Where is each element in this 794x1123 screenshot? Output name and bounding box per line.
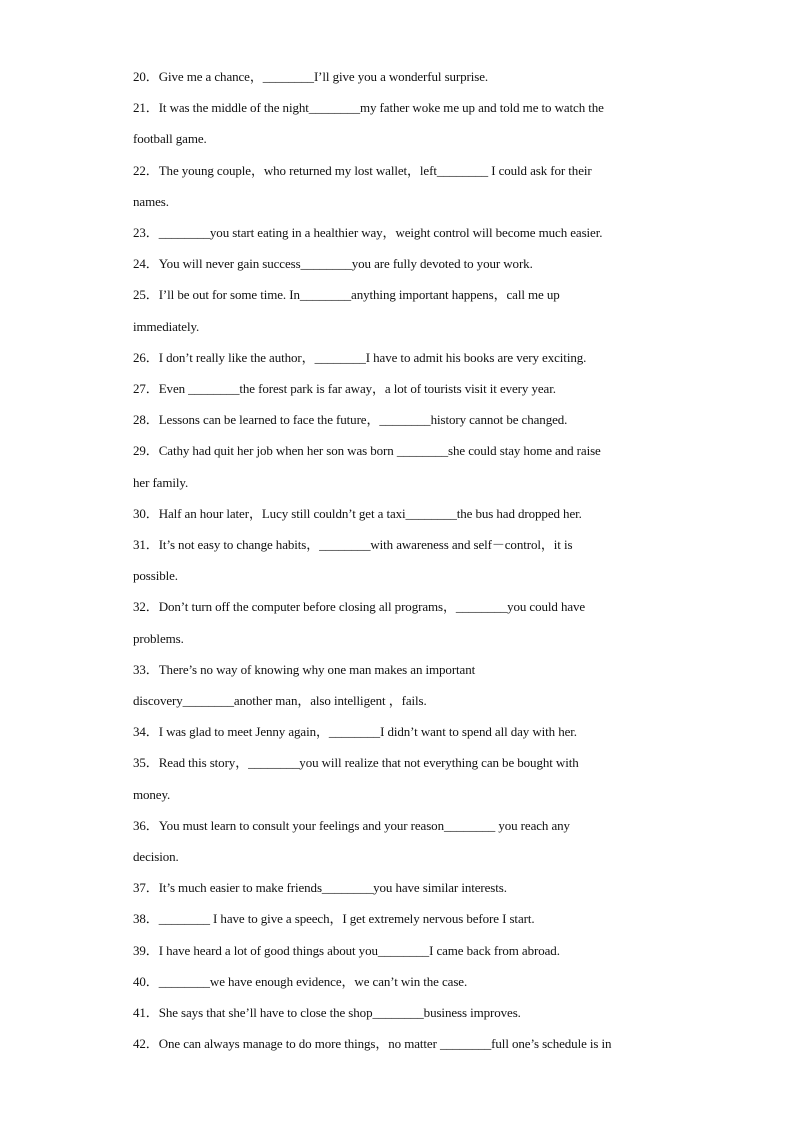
- question-continuation-line: football game.: [133, 131, 207, 147]
- question-line: 28．Lessons can be learned to face the future，________history cannot be changed.: [133, 412, 568, 428]
- question-line: 25．I’ll be out for some time. In________anything important happens，call me up: [133, 287, 560, 303]
- question-line: 23．________you start eating in a healthier way，weight control will become much easier.: [133, 225, 603, 240]
- question-continuation-line: money.: [133, 786, 171, 802]
- question-continuation-line: immediately.: [133, 318, 200, 334]
- question-line: 26．I don’t really like the author，________I have to admit his books are very exciting.: [133, 349, 587, 365]
- question-line: 39．I have heard a lot of good things about you________I came back from abroad.: [133, 942, 560, 958]
- question-continuation-line: possible.: [133, 568, 178, 584]
- question-line: 41．She says that she’ll have to close the shop________business improves.: [133, 1005, 521, 1020]
- question-continuation-line: names.: [133, 193, 169, 209]
- question-line: 27．Even ________the forest park is far away，a lot of tourists visit it every year.: [133, 381, 556, 396]
- question-continuation-line: problems.: [133, 630, 184, 646]
- question-line: 38．________ I have to give a speech，I get extremely nervous before I start.: [133, 911, 535, 927]
- question-line: 42．One can always manage to do more things，no matter ________full one’s schedule is in: [133, 1036, 612, 1052]
- question-line: 37．It’s much easier to make friends________you have similar interests.: [133, 880, 507, 896]
- question-line: 22．The young couple，who returned my lost wallet，left________ I could ask for their: [133, 162, 592, 178]
- question-line: 20．Give me a chance，________I’ll give you a wonderful surprise.: [133, 69, 489, 84]
- question-line: 24．You will never gain success________you are fully devoted to your work.: [133, 256, 533, 272]
- question-line: 21．It was the middle of the night________my father woke me up and told me to watch the: [133, 100, 604, 116]
- question-line: 35．Read this story，________you will realize that not everything can be bought with: [133, 755, 579, 771]
- question-line: 40．________we have enough evidence，we can’t win the case.: [133, 973, 468, 989]
- question-line: 34．I was glad to meet Jenny again，________I didn’t want to spend all day with her.: [133, 724, 577, 740]
- question-line: 33．There’s no way of knowing why one man makes an important: [133, 661, 476, 677]
- question-continuation-line: decision.: [133, 849, 179, 864]
- question-line: 30．Half an hour later，Lucy still couldn’t get a taxi________the bus had dropped her.: [133, 505, 582, 521]
- question-line: 29．Cathy had quit her job when her son was born ________she could stay home and raise: [133, 443, 601, 459]
- question-continuation-line: discovery________another man，also intelligent ，fails.: [133, 693, 427, 708]
- question-continuation-line: her family.: [133, 474, 189, 490]
- question-line: 32．Don’t turn off the computer before closing all programs，________you could have: [133, 599, 586, 615]
- question-line: 36．You must learn to consult your feelings and your reason________ you reach any: [133, 817, 570, 833]
- question-line: 31．It’s not easy to change habits，________with awareness and self－control，it is: [133, 537, 573, 552]
